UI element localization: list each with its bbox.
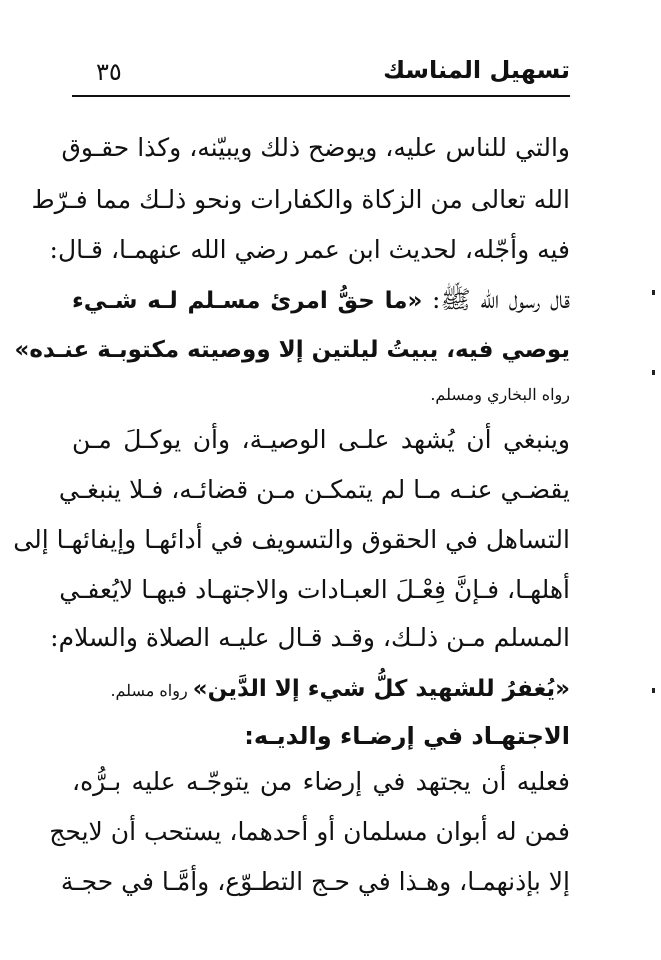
text-line: يقضـي عنـه مـا لم يتمكـن مـن قضائـه، فـلا ينبغـي: [58, 475, 570, 504]
header-rule: [72, 95, 570, 97]
text-line: فيه وأجّله، لحديث ابن عمر رضي الله عنهمـا، قـال:: [49, 235, 570, 264]
section-heading: الاجتهـاد في إرضـاء والديـه:: [244, 722, 570, 750]
text-line: والتي للناس عليه، ويوضح ذلك ويبيّنه، وكذا حقـوق: [61, 133, 570, 162]
text-line: فمن له أبوان مسلمان أو أحدهما، يستحب أن لايحج: [49, 817, 570, 846]
text-line: التساهل في الحقوق والتسويف في أدائهـا وإيفائهـا إلى: [13, 525, 570, 554]
hadith-text: «يُغفرُ للشهيد كلُّ شيء إلا الدَّين»: [192, 676, 570, 702]
hadith-text: يوصي فيه، يبيتُ ليلتين إلا ووصيته مكتوبـة عنـده»: [14, 337, 570, 363]
text-line: الله تعالى من الزكاة والكفارات ونحو ذلـك مما فـرّط: [31, 185, 570, 214]
page-number: ٣٥: [96, 58, 122, 86]
text-line: إلا بإذنهمـا، وهـذا في حـج التطـوّع، وأمَّـا في حجـة: [60, 867, 570, 896]
margin-mark: [652, 290, 655, 295]
attribution-text: قال رسول الله ﷺ:: [422, 285, 570, 314]
hadith-source: رواه مسلم.: [110, 681, 193, 700]
text-line: وينبغي أن يُشهد علـى الوصيـة، وأن يوكـلَ مـن: [72, 425, 570, 454]
text-line-with-hadith: [72, 280, 570, 321]
hadith-source: رواه البخاري ومسلم.: [430, 385, 570, 404]
text-line: المسلم مـن ذلـك، وقـد قـال عليـه الصلاة والسلام:: [50, 623, 570, 652]
book-title: تسهيل المناسك: [383, 56, 570, 84]
text-line: فعليه أن يجتهد في إرضاء من يتوجّـه عليه بـرُّه،: [72, 767, 570, 796]
page-header: [72, 48, 570, 92]
text-line: أهلهـا، فـإنَّ فِعْـلَ العبـادات والاجتهـاد فيهـا لايُعفـي: [59, 575, 570, 604]
text-line-with-hadith: [72, 668, 570, 709]
margin-mark: [652, 688, 655, 693]
hadith-text: «ما حقُّ امرئ مسـلم لـه شـيء: [72, 288, 423, 314]
margin-mark: [652, 370, 655, 375]
